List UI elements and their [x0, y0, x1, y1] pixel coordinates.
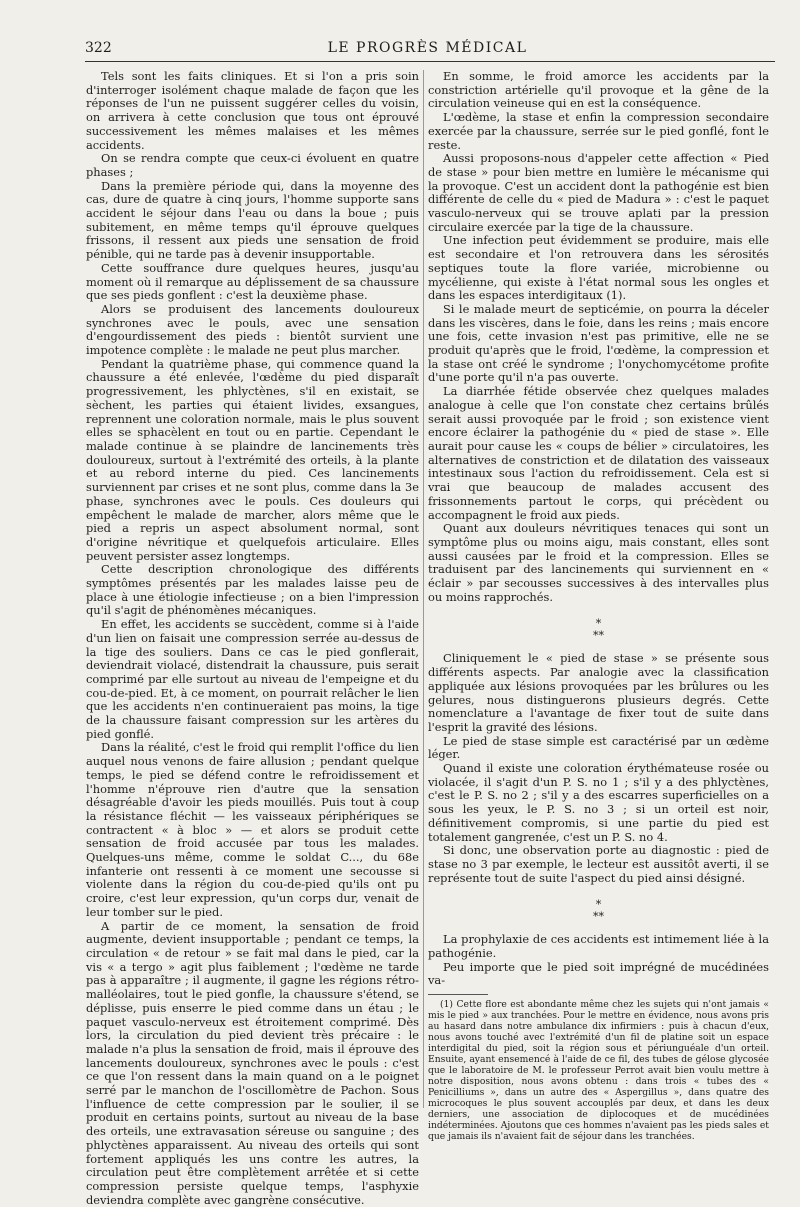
paragraph: Si le malade meurt de septicémie, on pourra la déceler dans les viscères, dans le foie, dans les reins ; mais encore une fois, cette invasion n'est pas primitive, elle ne se produit qu'après que le froid, l'œdème, la compression et la stase ont créé le syndrome ; l'onychomycétome profite d'une porte qu'il n'a pas ouverte. [428, 301, 769, 385]
column-divider [423, 70, 424, 1108]
right-column [428, 69, 769, 1143]
paragraph: Cette souffrance dure quelques heures, jusqu'au moment où il remarque au déplissement de sa chaussure que ses pieds gonflent : c'est la deuxième phase. [86, 260, 419, 303]
footnote [428, 999, 769, 1142]
paragraph: Cette description chronologique des différents symptômes présentés par les malades laisse peu de place à une étiologie infectieuse ; on a bien l'impression qu'il s'agit de phénomènes mécaniques. [86, 562, 419, 618]
section-separator [428, 899, 769, 923]
paragraph: La diarrhée fétide observée chez quelques malades analogue à celle que l'on constate chez certains brûlés serait aussi provoquée par le froid ; son existence vient encore éclairer la pathogénie du « pied de stase ». Elle aurait pour cause les « coups de bélier » circulatoires, les alternatives de constriction et de dilatation des vaisseaux intestinaux sous l'action du refroidissement. Cela est si vrai que beaucoup de malades accusent des frissonnements partout le corps, qui précèdent ou accompagnent le froid aux pieds. [428, 384, 769, 522]
footnote-rule [428, 994, 488, 995]
section-separator [428, 618, 769, 642]
separator-asterisk: * [595, 617, 602, 631]
paragraph: A partir de ce moment, la sensation de froid augmente, devient insupportable ; pendant ce temps, la circulation « de retour » se fait mal dans le pied, car la vis « a tergo » agit plus faiblement ; l'œdème ne tarde pas à apparaître ; il augmente, il gagne les régions rétro-malléolaires, tout le pied gonfle, la chaussure s'étend, se déplisse, puis enserre le pied comme dans un étau ; le paquet vasculo-nerveux est étroitement comprimé. Dès lors, la circulation du pied devient très précaire : le malade n'a plus la sensation de froid, mais il éprouve des lancements douloureux, synchrones avec le pouls : c'est ce que l'on ressent dans la main quand on a le poignet serré par le manchon de l'oscillomètre de Pachon. Sous l'influence de cette compression par le soulier, il se produit en certains points, surtout au niveau de la base des orteils, une extravasation séreuse ou sanguine ; des phlyctènes apparaissent. Au niveau des orteils qui sont fortement appliqués les uns contre les autres, la circulation peut être complètement arrêtée et si cette compression persiste quelque temps, l'asphyxie deviendra complète avec gangrène consécutive. [86, 918, 419, 1207]
paragraph: Pendant la quatrième phase, qui commence quand la chaussure a été enlevée, l'œdème du pied disparaît progressivement, les phlyctènes, s'il en existait, se sèchent, les parties qui étaient livides, exsangues, reprennent une coloration normale, mais le plus souvent elles se sphacèlent en tout ou en partie. Cependant le malade continue à se plaindre de lancinements très douloureux, surtout à l'extrémité des orteils, à la plante et au rebord interne du pied. Ces lancinements surviennent par crises et ne sont plus, comme dans la 3e phase, synchrones avec le pouls. Ces douleurs qui empêchent le malade de marcher, alors même que le pied a repris un aspect absolument normal, sont d'origine névritique et quelquefois articulaire. Elles peuvent persister assez longtemps. [86, 356, 419, 563]
paragraph: Dans la réalité, c'est le froid qui remplit l'office du lien auquel nous venons de faire allusion ; pendant quelque temps, le pied se défend contre le refroidissement et l'homme n'éprouve rien d'autre que la sensation désagréable d'avoir les pieds mouillés. Puis tout à coup la résistance fléchit — les vaisseaux périphériques se contractent « à bloc » — et alors se produit cette sensation de froid accusée par tous les malades. Quelques-uns même, comme le soldat C..., du 68e infanterie ont ressenti à ce moment une secousse si violente dans la région du cou-de-pied qu'ils ont pu croire, c'est leur expression, qu'un corps dur, venait de leur tomber sur le pied. [86, 740, 419, 919]
paragraph: Quant aux douleurs névritiques tenaces qui sont un symptôme plus ou moins aigu, mais constant, elles sont aussi causées par le froid et la compression. Elles se traduisent par des lancinements qui surviennent en « éclair » par secousses successives à des intervalles plus ou moins rapprochés. [428, 521, 769, 604]
paragraph: Peu importe que le pied soit imprégné de mucédinées va- [428, 959, 769, 988]
separator-asterisks: ** [593, 629, 604, 643]
paragraph: Alors se produisent des lancements douloureux synchrones avec le pouls, avec une sensation d'engourdissement des pieds : bientôt survient une impotence complète : le malade ne peut plus marcher. [86, 301, 419, 358]
paragraph: La prophylaxie de ces accidents est intimement liée à la pathogénie. [428, 932, 769, 961]
paragraph: On se rendra compte que ceux-ci évoluent en quatre phases ; [86, 151, 419, 179]
left-column [86, 69, 419, 1207]
page-header [85, 40, 770, 60]
paragraph: Tels sont les faits cliniques. Et si l'on a pris soin d'interroger isolément chaque malade de façon que les réponses de l'un ne puissent suggérer celles du voisin, on arrivera à cette conclusion que tous ont éprouvé successivement les mêmes malaises et les mêmes accidents. [86, 69, 419, 152]
paragraph: En effet, les accidents se succèdent, comme si à l'aide d'un lien on faisait une compression serrée au-dessus de la tige des souliers. Dans ce cas le pied gonflerait, deviendrait violacé, distendrait la chaussure, puis serait comprimé par elle surtout au niveau de l'empeigne et du cou-de-pied. Et, à ce moment, on pourrait relâcher le lien que les accidents n'en continueraient pas moins, la tige de la chaussure faisant compression sur les artères du pied gonflé. [86, 617, 419, 741]
running-title: LE PROGRÈS MÉDICAL [327, 40, 528, 56]
page-number: 322 [85, 40, 112, 56]
separator-asterisk: * [595, 898, 602, 912]
paragraph: En somme, le froid amorce les accidents par la constriction artérielle qu'il provoque et la gêne de la circulation veineuse qui en est la conséquence. [428, 69, 769, 111]
paragraph: L'œdème, la stase et enfin la compression secondaire exercée par la chaussure, serrée sur le pied gonflé, font le reste. [428, 110, 769, 152]
paragraph: Quand il existe une coloration érythémateuse rosée ou violacée, il s'agit d'un P. S. no 1 ; s'il y a des phlyctènes, c'est le P. S. no 2 ; s'il y a des escarres superficielles on a sous les yeux, le P. S. no 3 ; si un orteil est noir, définitivement compromis, si une partie du pied est totalement gangrenée, c'est un P. S. no 4. [428, 761, 769, 844]
paragraph: Dans la première période qui, dans la moyenne des cas, dure de quatre à cinq jours, l'homme supporte sans accident le séjour dans l'eau ou dans la boue ; puis subitement, en même temps qu'il éprouve quelques frissons, il ressent aux pieds une sensation de froid pénible, qui ne tarde pas à devenir insupportable. [86, 178, 419, 262]
separator-asterisks: ** [593, 910, 604, 924]
paragraph: Le pied de stase simple est caractérisé par un œdème léger. [428, 733, 769, 762]
paragraph: Cliniquement le « pied de stase » se présente sous différents aspects. Par analogie avec la classification appliquée aux lésions provoquées par les brûlures ou les gelures, nous distinguerons plusieurs degrés. Cette nomenclature a l'avantage de fixer tout de suite dans l'esprit la gravité des lésions. [428, 651, 769, 734]
header-rule [85, 61, 775, 62]
footnote-text: (1) Cette flore est abondante même chez les sujets qui n'ont jamais « mis le pied » aux tranchées. Pour le mettre en évidence, nous avons pris au hasard dans notre ambulance dix infirmiers : puis à chacun d'eux, nous avons touché avec l'extrémité d'un fil de platine soit un espace interdigital du pied, soit la région sous et périunguéale d'un orteil. Ensuite, ayant ensemencé à l'aide de ce fil, des tubes de gélose glycosée que le laboratoire de M. le professeur Perrot avait bien voulu mettre à notre disposition, nous avons obtenu : dans trois « tubes des « Penicilliums », dans un autre des « Aspergillus », dans quatre des microcoques le plus souvent accouplés par deux, et dans les deux derniers, une association de diplocoques et de mucédinées indéterminées. Ajoutons que ces hommes n'avaient pas les pieds sales et que jamais ils n'avaient fait de séjour dans les tranchées. [428, 999, 769, 1143]
paragraph: Aussi proposons-nous d'appeler cette affection « Pied de stase » pour bien mettre en lumière le mécanisme qui la provoque. C'est un accident dont la pathogénie est bien différente de celle du « pied de Madura » : c'est le paquet vasculo-nerveux qui se trouve aplati par la pression circulaire exercée par la tige de la chaussure. [428, 151, 769, 234]
paragraph: Une infection peut évidemment se produire, mais elle est secondaire et l'on retrouvera dans les sérosités septiques toute la flore variée, microbienne ou mycélienne, qui existe à l'état normal sous les ongles et dans les espaces interdigitaux (1). [428, 233, 769, 303]
paragraph: Si donc, une observation porte au diagnostic : pied de stase no 3 par exemple, le lecteur est aussitôt averti, il se représente tout de suite l'aspect du pied ainsi désigné. [428, 843, 769, 885]
